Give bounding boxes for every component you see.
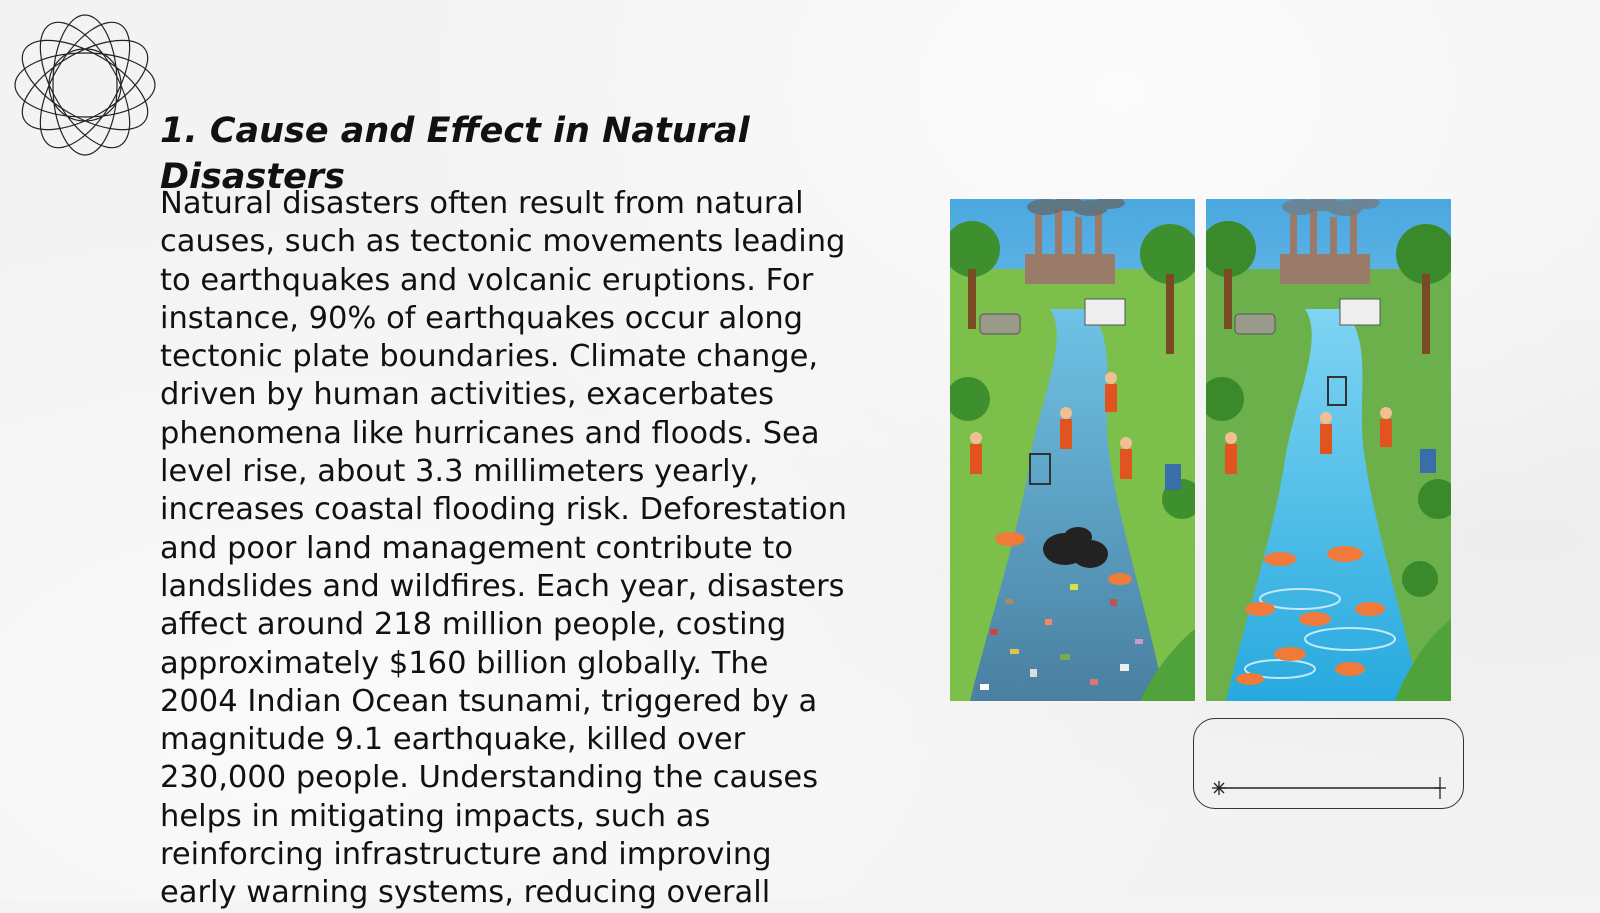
orbit-rings-icon <box>10 10 160 160</box>
clean-river-panel <box>1200 199 1451 701</box>
decorative-timeline-card <box>1193 718 1464 809</box>
slide-title: 1. Cause and Effect in Natural Disasters <box>160 111 750 197</box>
river-cleanup-illustration <box>950 199 1451 701</box>
plus-icon <box>1434 777 1446 799</box>
slide-body-text: Natural disasters often result from natural causes, such as tectonic movements leading to earthquakes and volcanic eruptions. For instance, 90% of earthquakes occur along tectonic plate boundaries. Climate change, driven by human activities, exacerbates phenomena like hurricanes and floods. Sea level rise, about 3.3 millimeters yearly, increases coastal flooding risk. Deforestation and poor land management contribute to landslides and wildfires. Each year, disasters affect around 218 million people, costing approximately $160 billion globally. The 2004 Indian Ocean tsunami, triggered by a magnitude 9.1 earthquake, killed over 230,000 people. Understanding the causes helps in mitigating impacts, such as reinforcing infrastructure and improving early warning systems, reducing overall <box>160 186 847 911</box>
polluted-river-panel <box>950 199 1202 701</box>
sparkle-icon <box>1212 781 1226 795</box>
